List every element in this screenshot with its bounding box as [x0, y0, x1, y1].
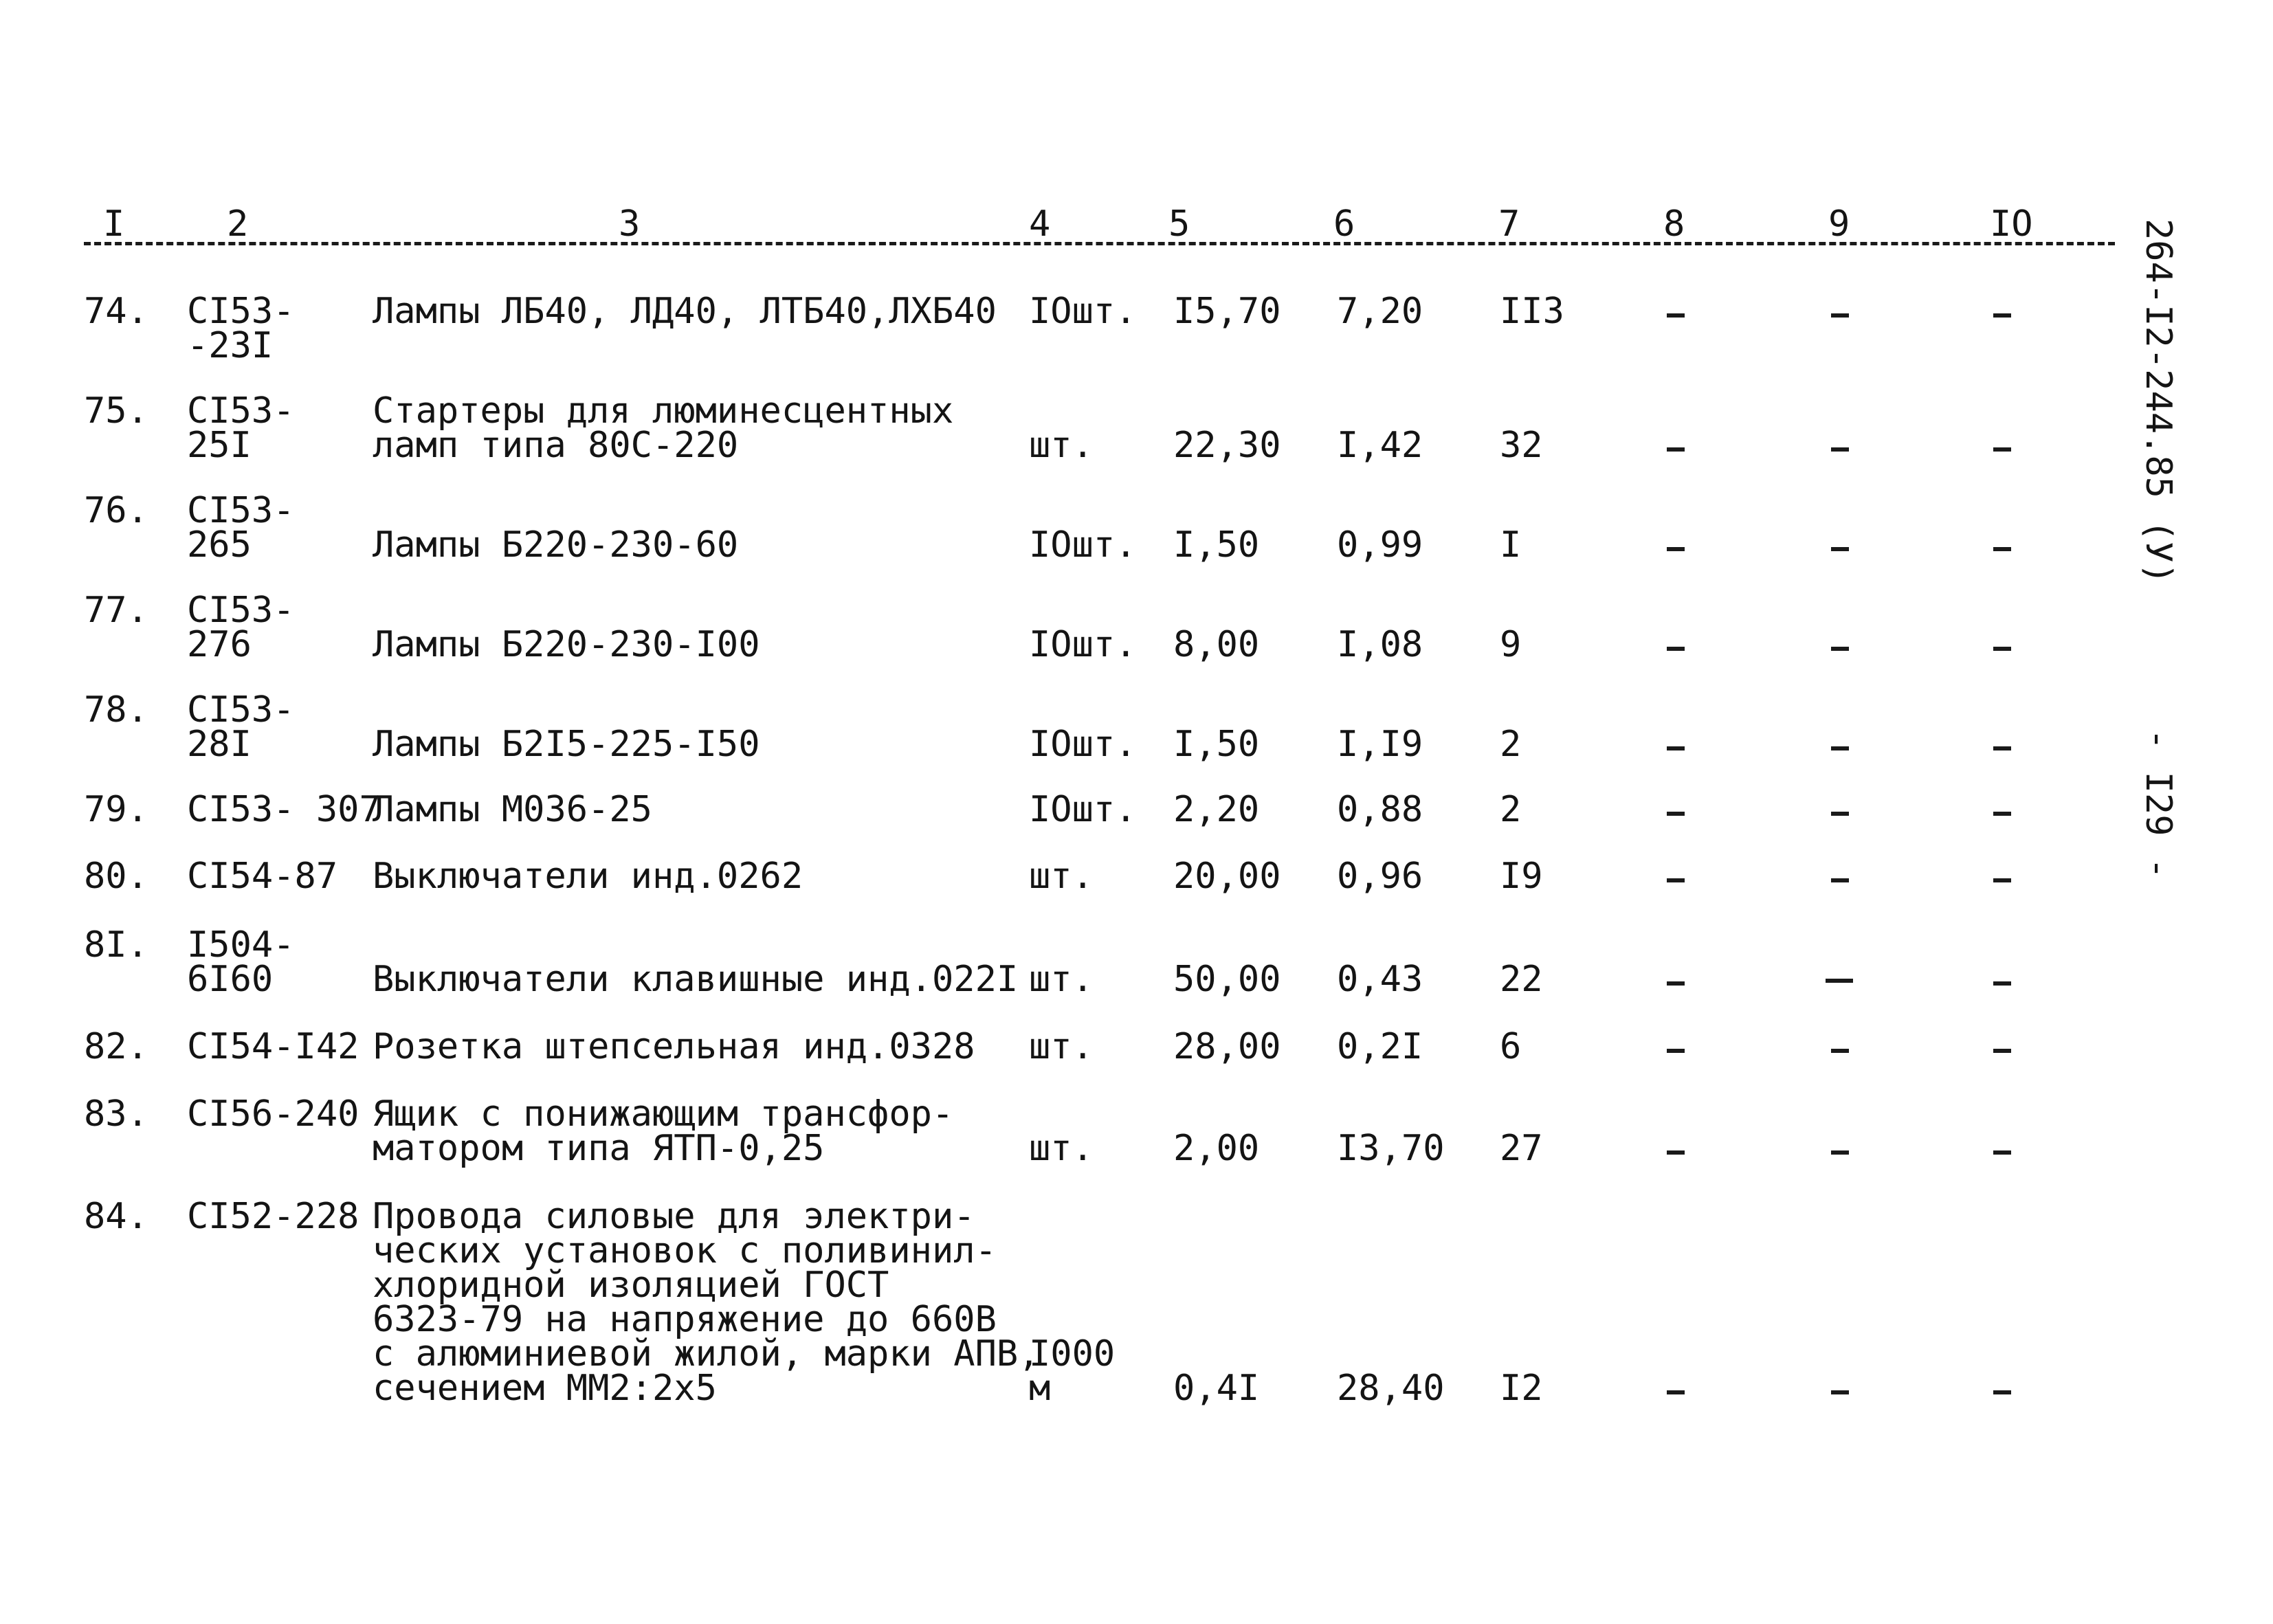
page-number: - I29 -: [2138, 728, 2179, 880]
dash-col9: [1831, 547, 1849, 551]
row-number: 80.: [84, 856, 148, 897]
row-col5: 2,00: [1173, 1128, 1260, 1169]
row-code: CI56-240: [187, 1093, 359, 1135]
dash-col8: [1667, 313, 1685, 318]
dash-col9: [1831, 1390, 1849, 1394]
column-header-7: 7: [1498, 203, 1520, 245]
column-header-8: 8: [1663, 203, 1685, 245]
row-number: 82.: [84, 1026, 148, 1067]
dash-col10: [1993, 647, 2011, 651]
row-code: CI53- 307: [187, 789, 381, 830]
row-unit: I000 м: [1029, 1333, 1116, 1409]
row-col6: I3,70: [1337, 1128, 1445, 1169]
row-name: Лампы Б2I5-225-I50: [373, 724, 760, 765]
dash-col9: [1831, 447, 1849, 452]
row-col7: 2: [1500, 724, 1522, 765]
row-col5: 2,20: [1173, 789, 1260, 830]
dash-col10: [1993, 1150, 2011, 1155]
column-header-5: 5: [1168, 203, 1190, 245]
row-code: CI54-87: [187, 856, 338, 897]
row-code: CI52-228: [187, 1196, 359, 1237]
dash-col9: [1831, 313, 1849, 318]
column-header-6: 6: [1333, 203, 1355, 245]
row-col6: I,42: [1337, 425, 1423, 466]
row-col7: II3: [1500, 291, 1564, 332]
dash-col10: [1993, 547, 2011, 551]
dash-col8: [1667, 981, 1685, 986]
row-col6: 0,99: [1337, 524, 1423, 566]
row-col5: 28,00: [1173, 1026, 1281, 1067]
row-col5: 50,00: [1173, 959, 1281, 1000]
row-unit: IOшт.: [1029, 724, 1137, 765]
row-unit: IOшт.: [1029, 789, 1137, 830]
dash-col10: [1993, 1390, 2011, 1394]
dash-col9: [1826, 979, 1853, 983]
row-col7: I: [1500, 524, 1522, 566]
row-col6: 28,40: [1337, 1368, 1445, 1409]
row-unit: IOшт.: [1029, 624, 1137, 665]
column-header-1: I: [103, 203, 125, 245]
row-col5: 8,00: [1173, 624, 1260, 665]
row-col6: 0,88: [1337, 789, 1423, 830]
row-col5: I,50: [1173, 724, 1260, 765]
row-number: 79.: [84, 789, 148, 830]
row-col6: I,I9: [1337, 724, 1423, 765]
row-col5: 22,30: [1173, 425, 1281, 466]
row-col7: I2: [1500, 1368, 1543, 1409]
row-col6: 0,2I: [1337, 1026, 1423, 1067]
row-code: CI54-I42: [187, 1026, 359, 1067]
dash-col10: [1993, 981, 2011, 986]
row-col7: I9: [1500, 856, 1543, 897]
dash-col8: [1667, 746, 1685, 750]
row-unit: шт.: [1029, 1128, 1094, 1169]
row-number: 84.: [84, 1196, 148, 1237]
dash-col9: [1831, 878, 1849, 882]
row-name: Провода силовые для электри- ческих установок с поливинил- хлоридной изоляцией ГОСТ 6323-79 на напряжение до 660В с алюминиевой жилой, марки АПВ, сечением ММ2:2х5: [373, 1196, 1040, 1409]
row-name: Выключатели клавишные инд.022I: [373, 959, 1019, 1000]
dash-col10: [1993, 812, 2011, 816]
row-col7: 22: [1500, 959, 1543, 1000]
column-header-2: 2: [227, 203, 249, 245]
column-header-9: 9: [1828, 203, 1850, 245]
row-code: CI53- 276: [187, 590, 295, 665]
row-col5: I,50: [1173, 524, 1260, 566]
row-col6: I,08: [1337, 624, 1423, 665]
dash-col8: [1667, 1049, 1685, 1053]
row-unit: IOшт.: [1029, 524, 1137, 566]
column-header-10: IO: [1990, 203, 2033, 245]
row-unit: шт.: [1029, 425, 1094, 466]
row-name: Стартеры для люминесцентных ламп типа 80С-220: [373, 390, 954, 466]
row-name: Лампы ЛБ40, ЛД40, ЛТБ40,ЛХБ40: [373, 291, 997, 332]
row-code: I504- 6I60: [187, 924, 295, 1000]
row-col7: 6: [1500, 1026, 1522, 1067]
dash-col10: [1993, 878, 2011, 882]
row-unit: шт.: [1029, 1026, 1094, 1067]
dash-col10: [1993, 1049, 2011, 1053]
row-code: CI53- 28I: [187, 689, 295, 765]
row-number: 83.: [84, 1093, 148, 1135]
row-unit: шт.: [1029, 856, 1094, 897]
dash-col8: [1667, 878, 1685, 882]
row-col6: 7,20: [1337, 291, 1423, 332]
row-unit: шт.: [1029, 959, 1094, 1000]
dash-col8: [1667, 1150, 1685, 1155]
document-code: 264-I2-244.85 (У): [2138, 219, 2179, 585]
row-number: 8I.: [84, 924, 148, 966]
row-name: Лампы М036-25: [373, 789, 652, 830]
row-col5: I5,70: [1173, 291, 1281, 332]
dash-col10: [1993, 313, 2011, 318]
dash-col8: [1667, 812, 1685, 816]
dash-col8: [1667, 447, 1685, 452]
row-col7: 32: [1500, 425, 1543, 466]
dash-col9: [1831, 647, 1849, 651]
row-name: Лампы Б220-230-60: [373, 524, 739, 566]
dash-col9: [1831, 746, 1849, 750]
row-name: Розетка штепсельная инд.0328: [373, 1026, 975, 1067]
header-dashed-rule: [84, 242, 2115, 245]
row-col5: 0,4I: [1173, 1368, 1260, 1409]
row-code: CI53- 265: [187, 490, 295, 566]
dash-col10: [1993, 746, 2011, 750]
dash-col9: [1831, 1150, 1849, 1155]
row-name: Выключатели инд.0262: [373, 856, 803, 897]
row-name: Лампы Б220-230-I00: [373, 624, 760, 665]
dash-col8: [1667, 547, 1685, 551]
row-col7: 27: [1500, 1128, 1543, 1169]
row-col6: 0,43: [1337, 959, 1423, 1000]
dash-col10: [1993, 447, 2011, 452]
dash-col8: [1667, 647, 1685, 651]
dash-col9: [1831, 1049, 1849, 1053]
row-number: 78.: [84, 689, 148, 731]
row-col7: 9: [1500, 624, 1522, 665]
row-col7: 2: [1500, 789, 1522, 830]
row-unit: IOшт.: [1029, 291, 1137, 332]
column-header-3: 3: [619, 203, 641, 245]
row-code: CI53- 25I: [187, 390, 295, 466]
dash-col9: [1831, 812, 1849, 816]
row-number: 77.: [84, 590, 148, 631]
row-number: 76.: [84, 490, 148, 531]
row-name: Ящик с понижающим трансфор- матором типа ЯТП-0,25: [373, 1093, 954, 1169]
row-col5: 20,00: [1173, 856, 1281, 897]
column-header-4: 4: [1029, 203, 1051, 245]
dash-col8: [1667, 1390, 1685, 1394]
row-number: 74.: [84, 291, 148, 332]
row-code: CI53- -23I: [187, 291, 295, 366]
row-col6: 0,96: [1337, 856, 1423, 897]
row-number: 75.: [84, 390, 148, 432]
